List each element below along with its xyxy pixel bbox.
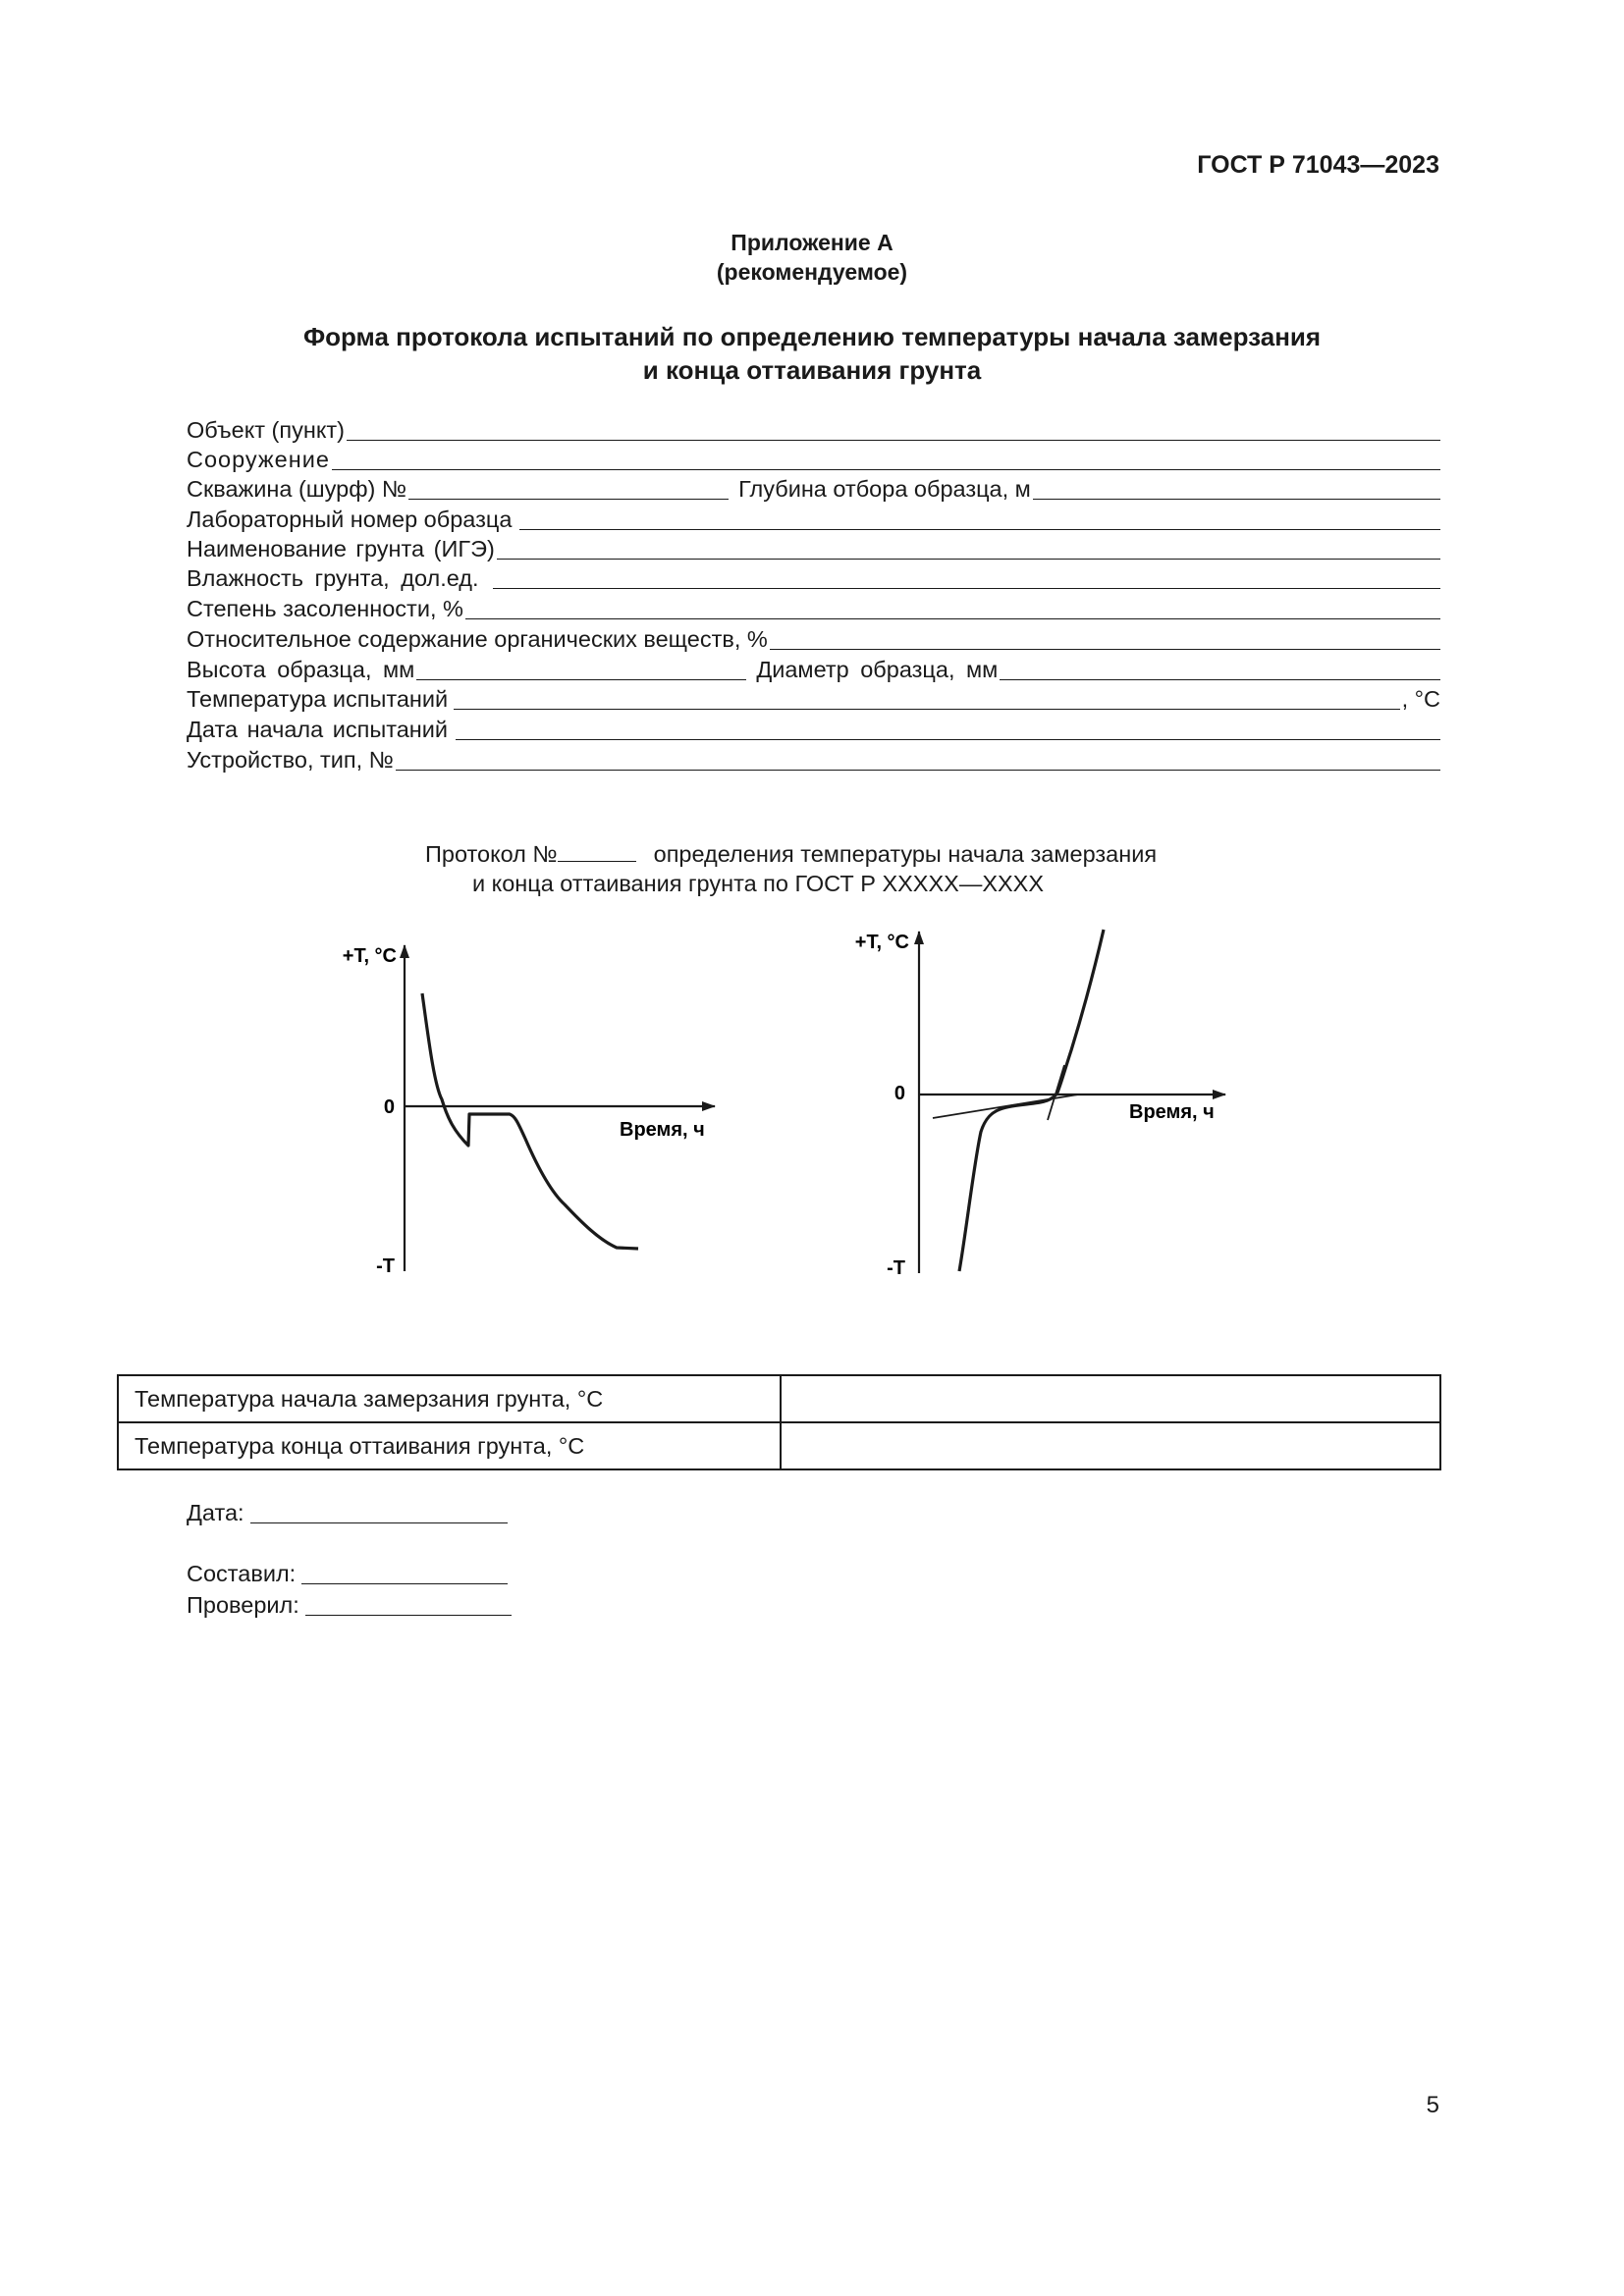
field-diameter-line[interactable] [1000,678,1440,680]
field-borehole-line[interactable] [408,498,729,500]
compiled-label: Составил: [187,1561,297,1586]
field-borehole-label: Скважина (шурф) № [187,476,407,502]
field-height [187,654,1440,683]
y-label-top: +T, °C [854,932,909,953]
field-soil-name-line[interactable] [497,558,1440,560]
appendix-status: (рекомендуемое) [716,259,908,285]
field-soil-name [187,533,1440,562]
field-height-label: Высота образца, мм [187,657,415,682]
field-depth-label: Глубина отбора образца, м [738,476,1031,502]
field-organic-line[interactable] [770,648,1440,650]
protocol-rest: определения температуры начала замерзания [653,841,1158,867]
field-test-temp-line[interactable] [454,708,1399,710]
table-row [118,1422,1440,1469]
checked-signature [187,1592,512,1619]
y-label-bottom: -T [887,1257,905,1279]
field-test-temp [187,683,1440,713]
protocol-number-line[interactable] [558,840,636,862]
field-borehole [187,473,1440,503]
field-device-line[interactable] [396,769,1440,771]
freezing-chart [324,928,736,1286]
field-start-date-line[interactable] [456,738,1440,740]
compiled-signature [187,1561,508,1587]
field-salinity-line[interactable] [465,617,1440,619]
freeze-temp-label: Температура начала замерзания грунта, °С [118,1375,781,1422]
protocol-line-1 [425,840,1157,868]
tangent-line-2 [1048,1065,1064,1120]
protocol-prefix: Протокол № [425,841,558,867]
freeze-temp-value[interactable] [781,1375,1440,1422]
results-table [117,1374,1441,1470]
field-device [187,744,1440,774]
date-line[interactable] [250,1522,508,1523]
field-start-date-label: Дата начала испытаний [187,717,449,742]
document-code: ГОСТ Р 71043—2023 [1197,151,1439,179]
field-object-line[interactable] [347,439,1440,441]
field-organic [187,623,1440,653]
zero-label: 0 [383,1096,395,1118]
appendix-title: Приложение А [731,230,893,255]
field-soil-name-label: Наименование грунта (ИГЭ) [187,536,495,561]
field-structure-line[interactable] [332,468,1440,470]
field-moisture-line[interactable] [493,587,1440,589]
thawing-chart [835,918,1247,1286]
x-label: Время, ч [1129,1101,1215,1123]
field-test-temp-label: Температура испытаний [187,686,449,712]
field-lab-number-line[interactable] [519,528,1440,530]
y-label-bottom: -T [376,1255,395,1277]
date-signature [187,1500,508,1526]
field-lab-number [187,504,1440,533]
field-structure [187,444,1440,473]
thawing-curve [959,930,1104,1271]
thaw-temp-value[interactable] [781,1422,1440,1469]
thaw-temp-label: Температура конца оттаивания грунта, °С [118,1422,781,1469]
field-device-label: Устройство, тип, № [187,747,394,773]
field-salinity [187,593,1440,622]
field-start-date [187,714,1440,743]
field-depth-line[interactable] [1033,498,1440,500]
checked-label: Проверил: [187,1592,299,1618]
freezing-curve [422,993,638,1249]
tangent-line-1 [933,1095,1078,1118]
field-organic-label: Относительное содержание органических веществ, % [187,626,768,652]
field-moisture [187,562,1440,592]
field-salinity-label: Степень засоленности, % [187,596,463,621]
compiled-line[interactable] [301,1582,508,1584]
zero-label: 0 [893,1083,905,1104]
date-label: Дата: [187,1500,244,1525]
x-label: Время, ч [620,1119,705,1141]
field-object-label: Объект (пункт) [187,417,345,443]
field-diameter-label: Диаметр образца, мм [756,657,999,682]
protocol-line-2: и конца оттаивания грунта по ГОСТ Р ХХХХХ—ХХХХ [472,871,1045,896]
page-number: 5 [1426,2092,1439,2118]
field-lab-number-label: Лабораторный номер образца [187,507,513,532]
field-object [187,414,1440,444]
field-test-temp-unit: , °С [1401,686,1440,712]
field-structure-label: Сооружение [187,447,330,472]
field-height-line[interactable] [416,678,746,680]
form-title-line-1: Форма протокола испытаний по определению температуры начала замерзания [302,322,1322,351]
checked-line[interactable] [305,1614,512,1616]
table-row [118,1375,1440,1422]
form-title-line-2: и конца оттаивания грунта [642,355,982,385]
y-label-top: +T, °C [342,945,397,967]
field-moisture-label: Влажность грунта, дол.ед. [187,565,479,591]
